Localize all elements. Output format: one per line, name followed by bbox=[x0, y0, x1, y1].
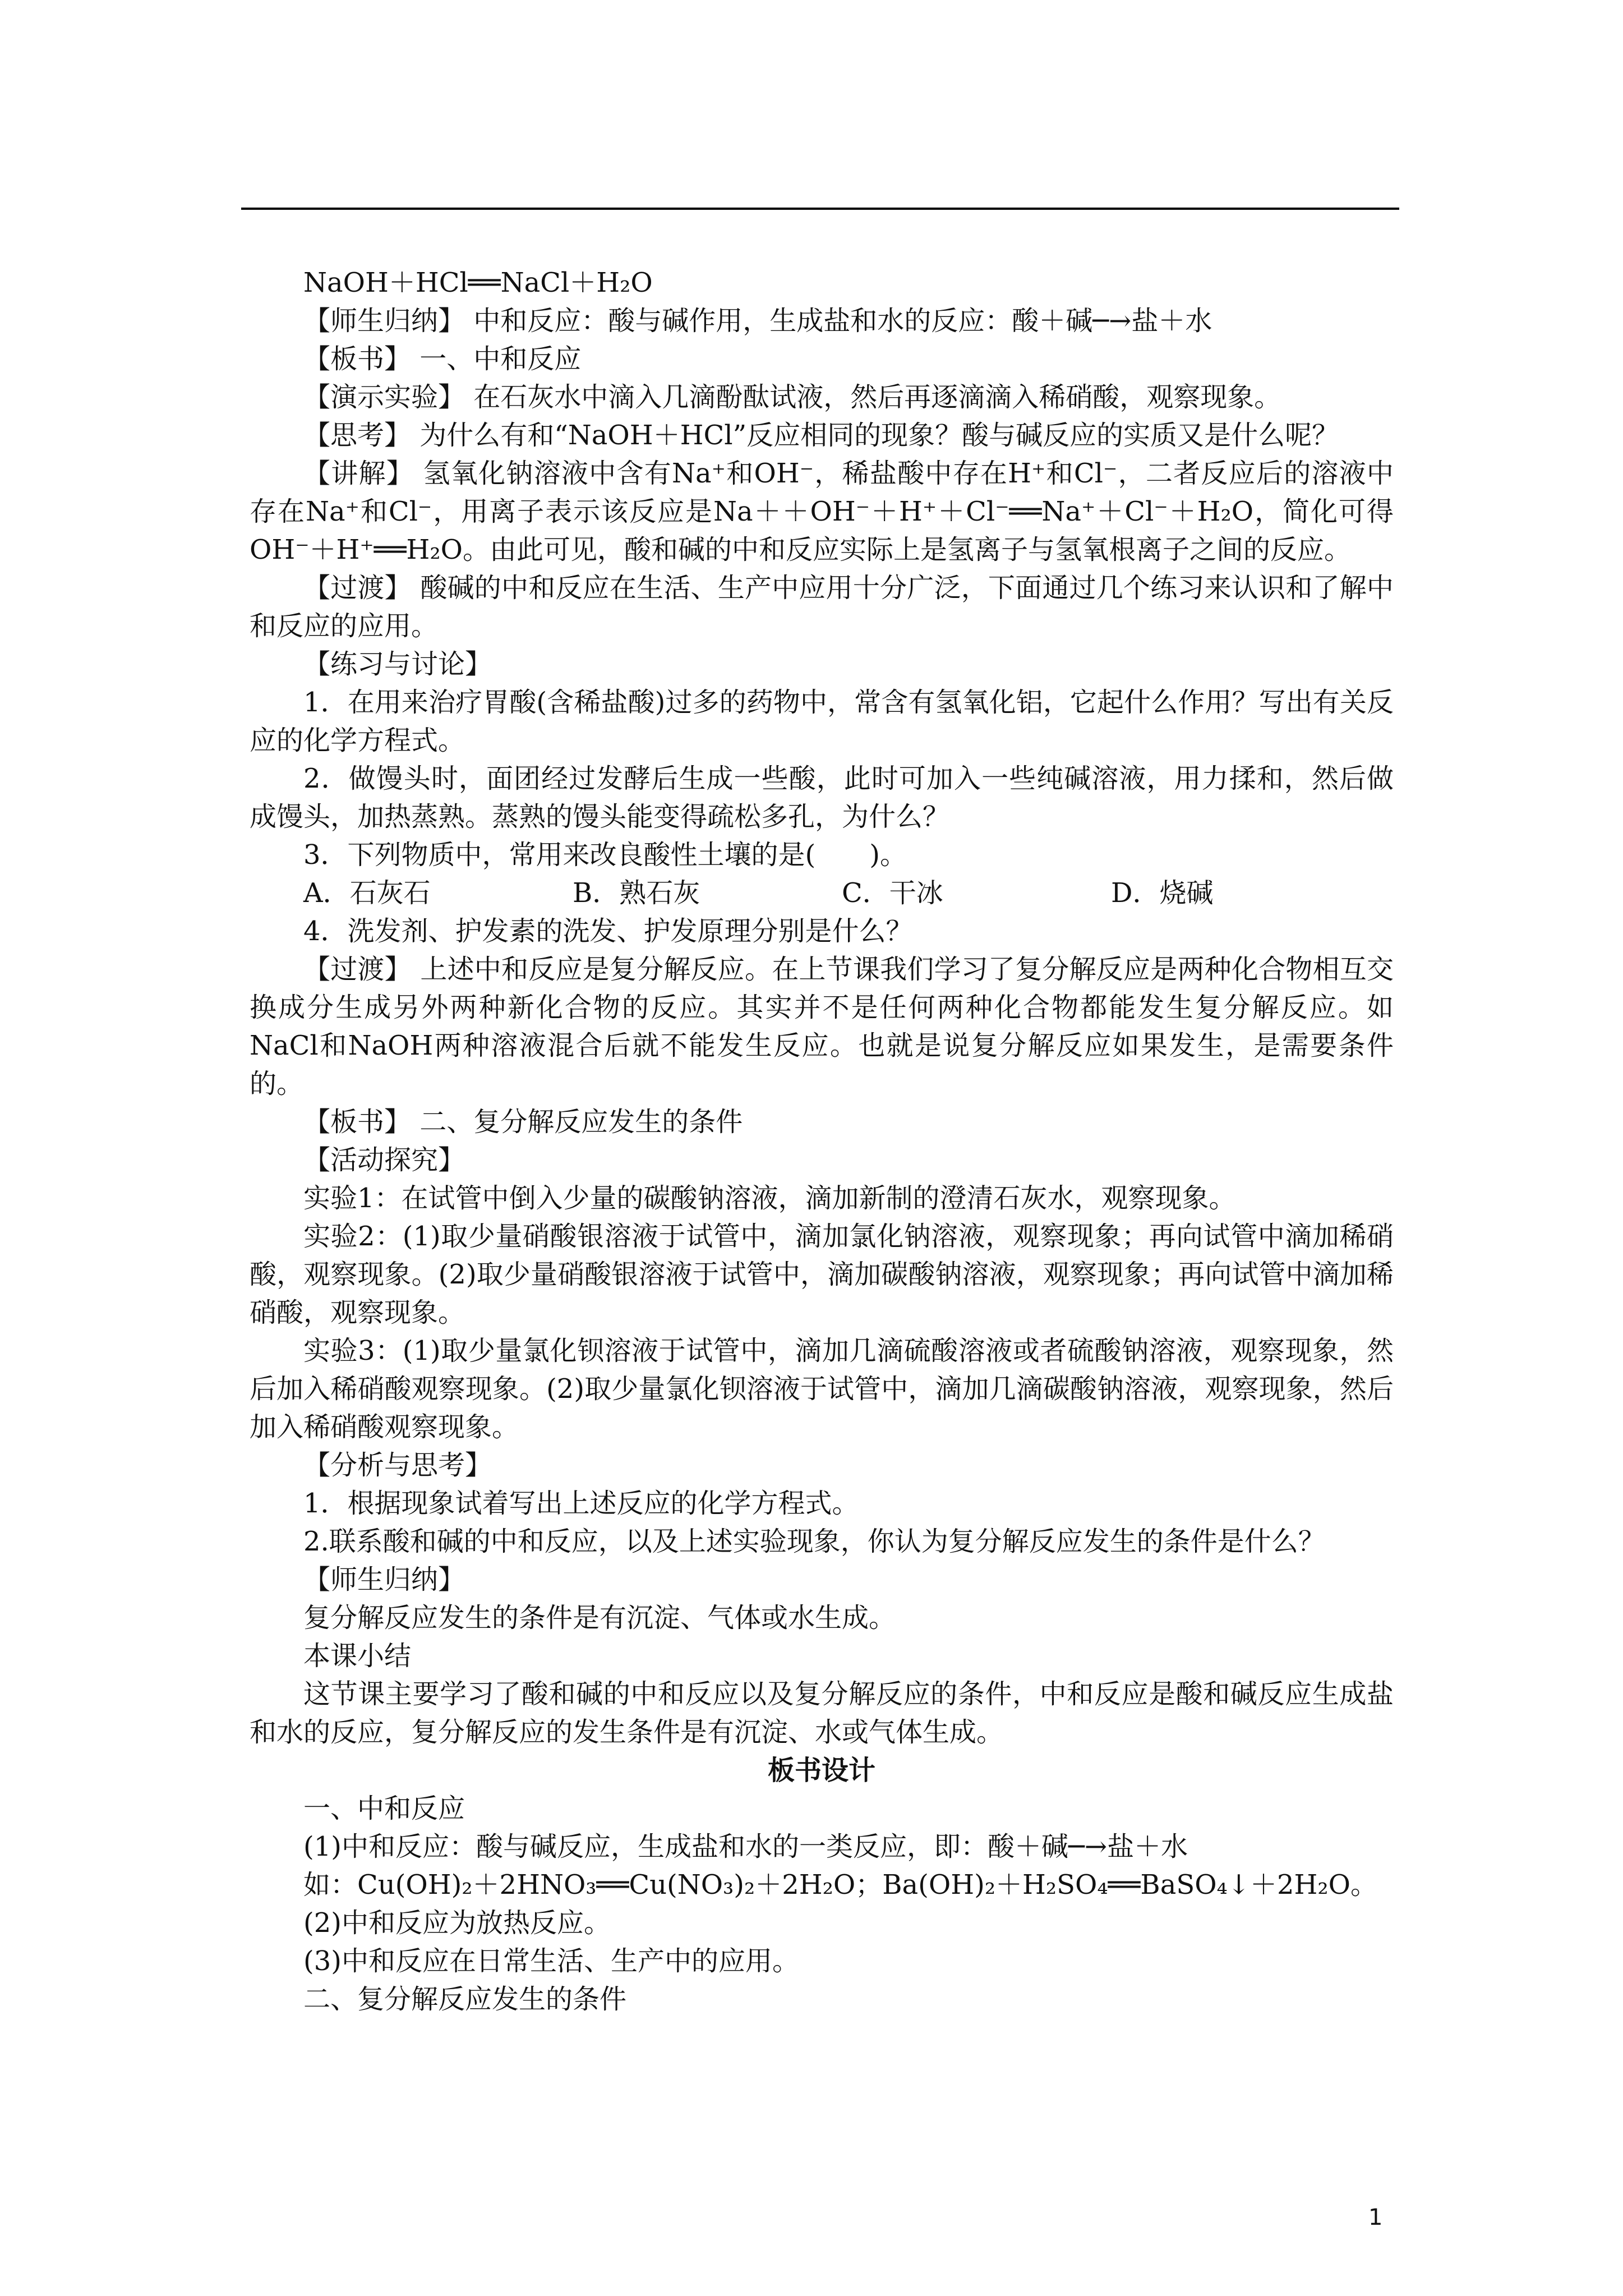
text-line: 【师生归纳】 中和反应：酸与碱作用，生成盐和水的反应：酸＋碱─→盐＋水 bbox=[303, 305, 1212, 337]
answer-options bbox=[250, 874, 1394, 912]
text-line: 3．下列物质中，常用来改良酸性土壤的是( )。 bbox=[303, 839, 907, 871]
text-line: 实验2：(1)取少量硝酸银溶液于试管中，滴加氯化钠溶液，观察现象；再向试管中滴加稀硝酸，观察现象。(2)取少量硝酸银溶液于试管中，滴加碳酸钠溶液，观察现象；再向试管中滴加稀硝酸，观察现象。 bbox=[250, 1221, 1394, 1328]
option-c: C．干冰 bbox=[842, 877, 943, 909]
text-line: 实验3：(1)取少量氯化钡溶液于试管中，滴加几滴硫酸溶液或者硫酸钠溶液，观察现象，然后加入稀硝酸观察现象。(2)取少量氯化钡溶液于试管中，滴加几滴碳酸钠溶液，观察现象，然后加入稀硝酸观察现象。 bbox=[250, 1335, 1394, 1443]
text-line: 2．做馒头时，面团经过发酵后生成一些酸，此时可加入一些纯碱溶液，用力揉和，然后做成馒头，加热蒸熟。蒸熟的馒头能变得疏松多孔，为什么？ bbox=[250, 763, 1394, 832]
text-line: 【板书】 一、中和反应 bbox=[303, 343, 582, 375]
header-rule bbox=[241, 208, 1399, 210]
text-line: 【师生归纳】 bbox=[303, 1564, 465, 1595]
text-line: 这节课主要学习了酸和碱的中和反应以及复分解反应的条件，中和反应是酸和碱反应生成盐和水的反应，复分解反应的发生条件是有沉淀、水或气体生成。 bbox=[250, 1678, 1394, 1748]
text-line: 【练习与讨论】 bbox=[303, 648, 492, 680]
text-line: 【分析与思考】 bbox=[303, 1450, 492, 1481]
text-line: 【过渡】 上述中和反应是复分解反应。在上节课我们学习了复分解反应是两种化合物相互交换成分生成另外两种新化合物的反应。其实并不是任何两种化合物都能发生复分解反应。如NaCl和NaOH两种溶液混合后就不能发生反应。也就是说复分解反应如果发生，是需要条件的。 bbox=[250, 954, 1394, 1099]
section-heading: 板书设计 bbox=[767, 1755, 875, 1786]
text-line: 1．根据现象试着写出上述反应的化学方程式。 bbox=[303, 1488, 859, 1519]
text-line: 2.联系酸和碱的中和反应，以及上述实验现象，你认为复分解反应发生的条件是什么？ bbox=[303, 1526, 1325, 1557]
document-body bbox=[250, 264, 1394, 2018]
text-line: 如：Cu(OH)₂＋2HNO₃══Cu(NO₃)₂＋2H₂O；Ba(OH)₂＋H₂SO₄══BaSO₄↓＋2H₂O。 bbox=[303, 1869, 1378, 1901]
text-line: 复分解反应发生的条件是有沉淀、气体或水生成。 bbox=[303, 1602, 896, 1634]
option-d: D．烧碱 bbox=[1111, 877, 1214, 909]
text-line: 本课小结 bbox=[303, 1640, 412, 1672]
text-line: (2)中和反应为放热反应。 bbox=[303, 1907, 611, 1939]
text-line: 【板书】 二、复分解反应发生的条件 bbox=[303, 1106, 743, 1138]
text-line: 【活动探究】 bbox=[303, 1144, 465, 1176]
text-line: 1．在用来治疗胃酸(含稀盐酸)过多的药物中，常含有氢氧化铝，它起什么作用？写出有关反应的化学方程式。 bbox=[250, 687, 1394, 756]
text-line: NaOH＋HCl══NaCl＋H₂O bbox=[303, 267, 653, 298]
text-line: 【讲解】 氢氧化钠溶液中含有Na⁺和OH⁻，稀盐酸中存在H⁺和Cl⁻，二者反应后的溶液中存在Na⁺和Cl⁻，用离子表示该反应是Na＋＋OH⁻＋H⁺＋Cl⁻══Na⁺＋Cl⁻＋H₂O，简化可得OH⁻＋H⁺══H₂O。由此可见，酸和碱的中和反应实际上是氢离子与氢氧根离子之间的反应。 bbox=[250, 458, 1394, 565]
text-line: 实验1：在试管中倒入少量的碳酸钠溶液，滴加新制的澄清石灰水，观察现象。 bbox=[303, 1182, 1236, 1214]
option-b: B．熟石灰 bbox=[573, 877, 700, 909]
text-line: 【演示实验】 在石灰水中滴入几滴酚酞试液，然后再逐滴滴入稀硝酸，观察现象。 bbox=[303, 381, 1281, 413]
text-line: 二、复分解反应发生的条件 bbox=[303, 1984, 627, 2015]
text-line: 一、中和反应 bbox=[303, 1793, 465, 1824]
text-line: (1)中和反应：酸与碱反应，生成盐和水的一类反应，即：酸＋碱─→盐＋水 bbox=[303, 1831, 1188, 1862]
text-line: (3)中和反应在日常生活、生产中的应用。 bbox=[303, 1945, 799, 1977]
option-a: A．石灰石 bbox=[303, 877, 431, 909]
text-line: 【思考】 为什么有和“NaOH＋HCl”反应相同的现象？酸与碱反应的实质又是什么呢？ bbox=[303, 420, 1339, 451]
text-line: 【过渡】 酸碱的中和反应在生活、生产中应用十分广泛，下面通过几个练习来认识和了解中和反应的应用。 bbox=[250, 572, 1394, 642]
page-number: 1 bbox=[1368, 2205, 1383, 2230]
text-line: 4．洗发剂、护发素的洗发、护发原理分别是什么？ bbox=[303, 915, 913, 947]
